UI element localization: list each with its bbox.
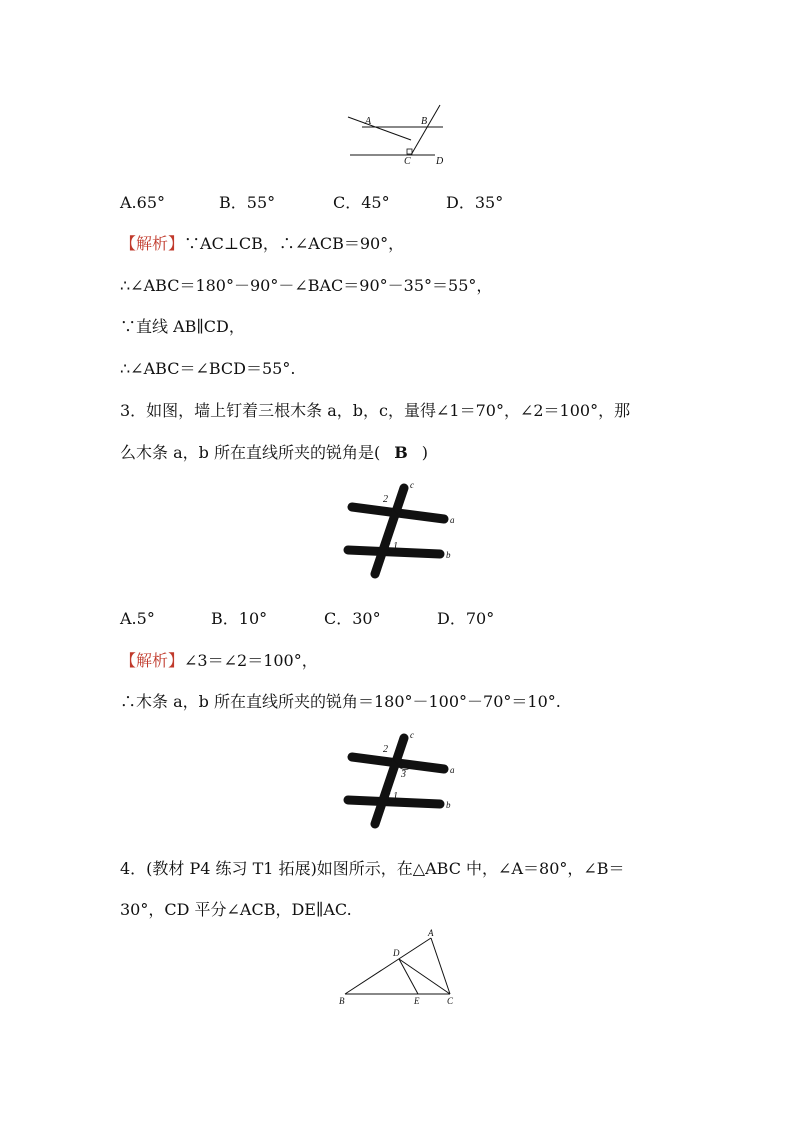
label-c: C xyxy=(447,996,454,1006)
q2-analysis-line-3: ∵直线 AB∥CD， xyxy=(120,317,245,336)
q3-option-b: B．10° xyxy=(211,609,268,628)
label-2: 2 xyxy=(383,744,388,755)
label-1: 1 xyxy=(393,791,398,802)
label-3: 3 xyxy=(401,769,406,780)
q3-stem-close: ) xyxy=(421,443,428,462)
q2-option-c: C．45° xyxy=(333,193,390,212)
q2-option-d: D．35° xyxy=(446,193,504,212)
label-e: E xyxy=(414,996,420,1006)
label-d: D xyxy=(436,156,444,167)
analysis-tag: 【解析】 xyxy=(120,651,185,670)
label-b: b xyxy=(446,550,451,560)
q2-analysis-line-2: ∴∠ABC＝180°－90°－∠BAC＝90°－35°＝55°， xyxy=(120,276,493,295)
figure-parallel-lines-abcd xyxy=(340,100,460,170)
figure-wooden-sticks-angle-3 xyxy=(340,728,470,838)
label-b: B xyxy=(339,996,345,1006)
label-a: a xyxy=(450,765,455,775)
label-2: 2 xyxy=(383,494,388,505)
q2-analysis-line-4: ∴∠ABC＝∠BCD＝55°. xyxy=(120,359,296,378)
q3-analysis-line-2: ∴木条 a，b 所在直线所夹的锐角＝180°－100°－70°＝10°. xyxy=(120,692,561,711)
q3-stem-line-1: 3．如图，墙上钉着三根木条 a，b，c，量得∠1＝70°，∠2＝100°，那 xyxy=(120,401,631,420)
label-c: c xyxy=(410,480,414,490)
q3-analysis-line-1 xyxy=(120,650,318,672)
label-b: B xyxy=(421,116,428,127)
figure-wooden-sticks xyxy=(340,478,470,588)
figure-triangle-abc xyxy=(335,928,475,1013)
q3-option-d: D．70° xyxy=(437,609,495,628)
q3-option-c: C．30° xyxy=(324,609,381,628)
q2-option-b: B．55° xyxy=(219,193,276,212)
q3-stem-line-2 xyxy=(120,442,428,464)
q3-answer: B xyxy=(394,443,408,462)
label-b: b xyxy=(446,800,451,810)
q3-stem-text: 么木条 a，b 所在直线所夹的锐角是( xyxy=(120,443,381,462)
analysis-text: ∵AC⊥CB，∴∠ACB＝90°， xyxy=(184,234,405,253)
label-c: c xyxy=(410,730,414,740)
q3-option-a: A.5° xyxy=(120,609,155,628)
label-d: D xyxy=(393,948,400,958)
q2-analysis-line-1 xyxy=(120,233,404,255)
analysis-tag: 【解析】 xyxy=(120,234,185,253)
label-a: a xyxy=(450,515,455,525)
q4-stem-line-1: 4．(教材 P4 练习 T1 拓展)如图所示，在△ABC 中，∠A＝80°，∠B＝ xyxy=(120,859,625,878)
q4-stem-line-2: 30°，CD 平分∠ACB，DE∥AC. xyxy=(120,900,352,919)
analysis-text: ∠3＝∠2＝100°， xyxy=(184,651,318,670)
label-a: A xyxy=(428,928,434,938)
label-1: 1 xyxy=(393,541,398,552)
label-a: A xyxy=(365,116,372,127)
q2-option-a: A.65° xyxy=(120,193,165,212)
label-c: C xyxy=(404,156,411,167)
